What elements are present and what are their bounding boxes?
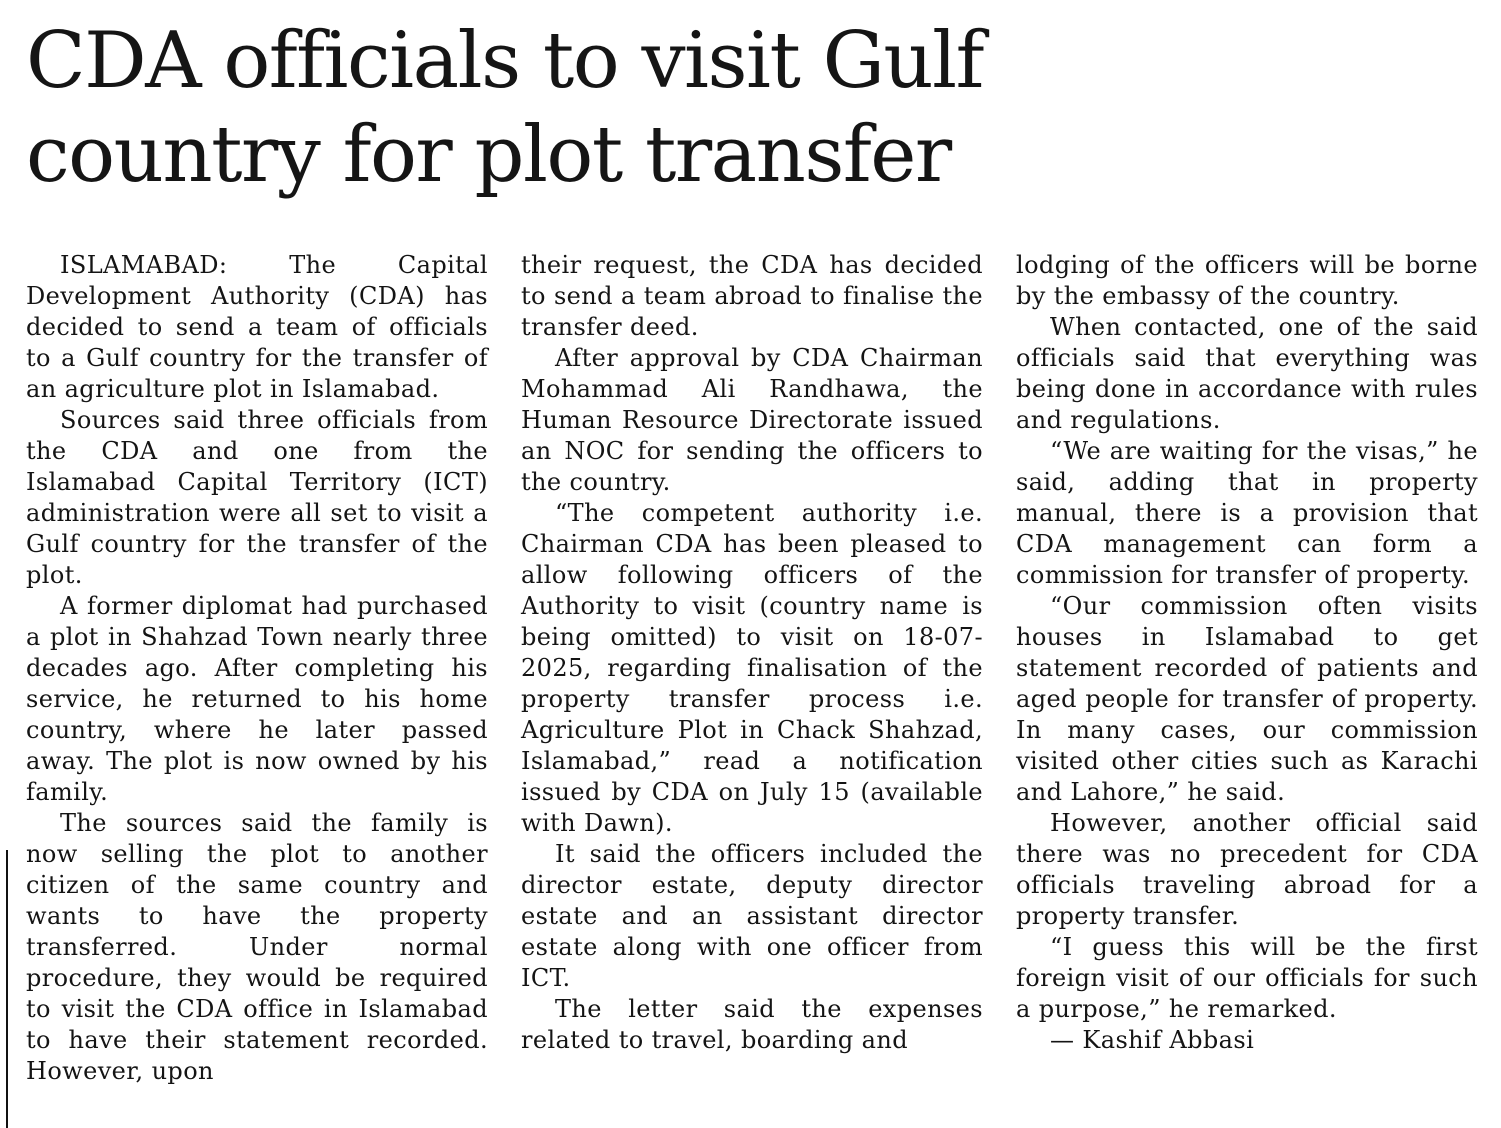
paragraph: However, another official said there was no precedent for CDA officials traveling abroad for a property transfer. [1016,809,1478,930]
article-column-3 [1016,250,1478,1056]
paragraph: After approval by CDA Chairman Mohammad Ali Randhawa, the Human Resource Directorate issued an NOC for sending the officers to the country. [521,344,983,496]
paragraph: “I guess this will be the first foreign visit of our officials for such a purpose,” he remarked. [1016,933,1478,1023]
paragraph: When contacted, one of the said officials said that everything was being done in accordance with rules and regulations. [1016,313,1478,434]
byline: — Kashif Abbasi [1050,1026,1255,1054]
paragraph: The sources said the family is now selling the plot to another citizen of the same country and wants to have the property transferred. Under normal procedure, they would be required to visit the CDA office in Islamabad to have their statement recorded. However, upon [26,809,488,1085]
paragraph-continued: lodging of the officers will be borne by the embassy of the country. [1016,251,1478,310]
headline [26,14,1486,202]
paragraph-continued: their request, the CDA has decided to send a team abroad to finalise the transfer deed. [521,251,983,341]
paragraph: The letter said the expenses related to travel, boarding and [521,995,983,1054]
column-rule [6,850,8,1128]
headline-line-2: country for plot transfer [26,110,951,200]
paragraph: A former diplomat had purchased a plot in Shahzad Town nearly three decades ago. After completing his service, he returned to his home country, where he later passed away. The plot is now owned by his family. [26,592,488,806]
paragraph: Sources said three officials from the CDA and one from the Islamabad Capital Territory (ICT) administration were all set to visit a Gulf country for the transfer of the plot. [26,406,488,589]
article-column-2 [521,250,983,1056]
paragraph: “The competent authority i.e. Chairman CDA has been pleased to allow following officers of the Authority to visit (country name is being omitted) to visit on 18-07-2025, regarding finalisation of the property transfer process i.e. Agriculture Plot in Chack Shahzad, Islamabad,” read a notification issued by CDA on July 15 (available with Dawn). [521,499,983,837]
headline-line-1: CDA officials to visit Gulf [26,16,983,106]
paragraph: “Our commission often visits houses in Islamabad to get statement recorded of patients and aged people for transfer of property. In many cases, our commission visited other cities such as Karachi and Lahore,” he said. [1016,592,1478,806]
paragraph: ISLAMABAD: The Capital Development Authority (CDA) has decided to send a team of officials to a Gulf country for the transfer of an agriculture plot in Islamabad. [26,251,488,403]
article-column-1 [26,250,488,1087]
paragraph: It said the officers included the director estate, deputy director estate and an assistant director estate along with one officer from ICT. [521,840,983,992]
paragraph: “We are waiting for the visas,” he said, adding that in property manual, there is a provision that CDA management can form a commission for transfer of property. [1016,437,1478,589]
